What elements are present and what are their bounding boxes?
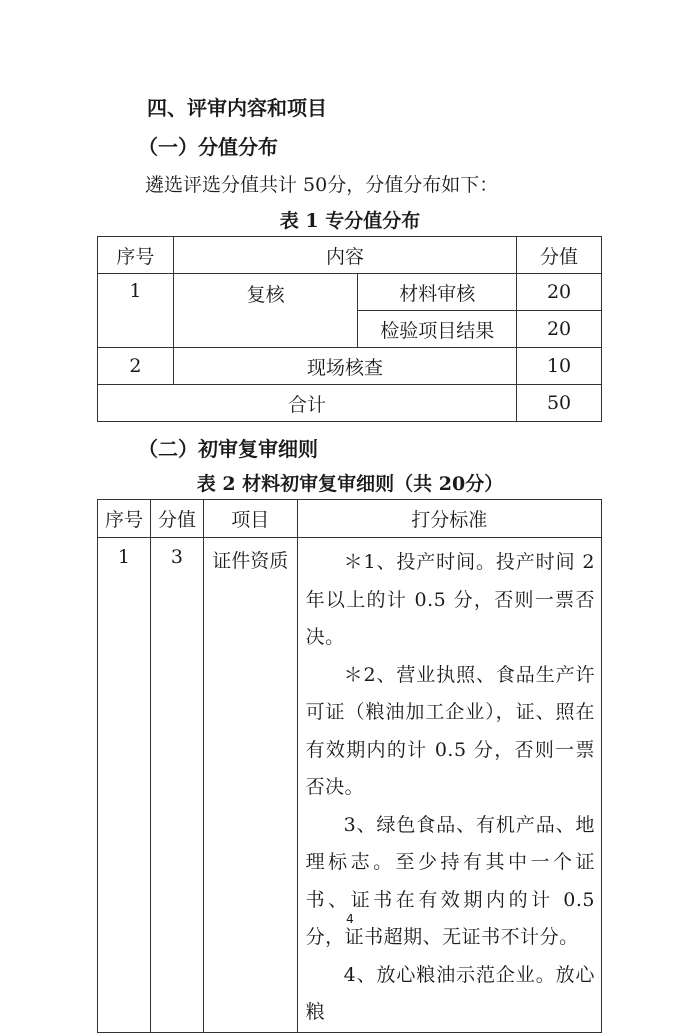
intro-paragraph: 遴选评选分值共计 50分，分值分布如下：: [145, 174, 499, 196]
criteria-paragraph: 3、绿色食品、有机产品、地理标志。至少持有其中一个证书、证书在有效期内的计 0.5 分，证书超期、无证书不计分。: [305, 813, 595, 948]
cell-group: 复核: [173, 274, 358, 348]
table-header-row: [98, 500, 602, 538]
cell-no: 2: [98, 348, 174, 385]
table1-caption: 表 1 专分值分布: [279, 210, 421, 232]
table-header-row: [98, 237, 602, 274]
table-row: [98, 348, 602, 385]
table2-caption: 表 2 材料初审复审细则（共 20分）: [196, 473, 504, 495]
cell-item: 检验项目结果: [358, 311, 517, 348]
header-content: 内容: [173, 237, 516, 274]
header-score: 分值: [150, 500, 203, 538]
header-score: 分值: [517, 237, 602, 274]
table-row: [98, 538, 602, 1033]
cell-criteria: [297, 538, 601, 1033]
total-score: 50: [517, 385, 602, 422]
cell-no: 1: [98, 274, 174, 348]
page-number: 4: [346, 912, 354, 926]
header-criteria: 打分标准: [297, 500, 601, 538]
cell-item: 证件资质: [203, 538, 297, 1033]
cell-score: 3: [150, 538, 203, 1033]
subsection-heading-1: （一）分值分布: [138, 135, 278, 159]
score-distribution-table: [97, 236, 602, 422]
header-no: 序号: [98, 237, 174, 274]
cell-score: 10: [517, 348, 602, 385]
header-no: 序号: [98, 500, 151, 538]
section-heading: 四、评审内容和项目: [147, 96, 327, 120]
table-row: [98, 274, 602, 311]
review-criteria-table: [97, 499, 602, 1033]
criteria-paragraph: 4、放心粮油示范企业。放心粮: [305, 963, 595, 1023]
cell-score: 20: [517, 311, 602, 348]
header-item: 项目: [203, 500, 297, 538]
table-total-row: [98, 385, 602, 422]
total-label: 合计: [98, 385, 517, 422]
criteria-paragraph: ＊2、营业执照、食品生产许可证（粮油加工企业），证、照在有效期内的计 0.5 分，否则一票否决。: [305, 663, 595, 798]
cell-item: 材料审核: [358, 274, 517, 311]
subsection-heading-2: （二）初审复审细则: [138, 437, 318, 461]
cell-content: 现场核查: [173, 348, 516, 385]
cell-score: 20: [517, 274, 602, 311]
cell-no: 1: [98, 538, 151, 1033]
criteria-paragraph: ＊1、投产时间。投产时间 2 年以上的计 0.5 分，否则一票否决。: [305, 551, 595, 648]
